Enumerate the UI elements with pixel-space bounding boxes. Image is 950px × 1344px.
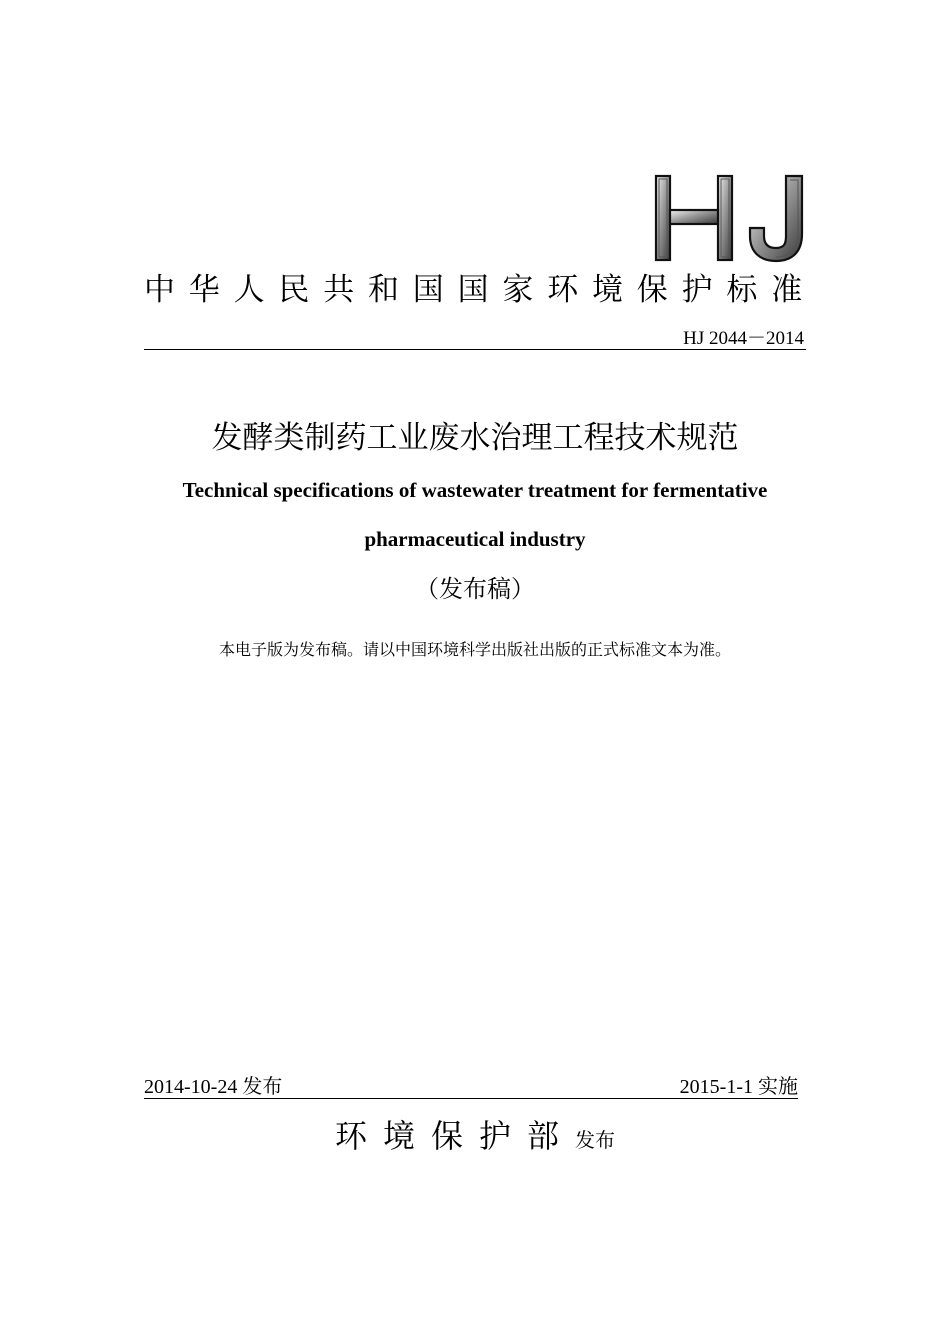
hj-logo (652, 172, 812, 264)
issuer-suffix: 发布 (575, 1128, 615, 1152)
header-divider (144, 349, 806, 350)
issuer-block (0, 1112, 950, 1166)
document-title-english-line2: pharmaceutical industry (364, 527, 586, 551)
country-standard-title: 中华人民共和国国家环境保护标准 (144, 272, 816, 308)
implementation-date: 2015-1-1 实施 (679, 1076, 798, 1098)
issue-date: 2014-10-24 发布 (144, 1076, 283, 1098)
draft-label: （发布稿） (415, 575, 535, 603)
document-title-english-line1: Technical specifications of wastewater treatment for fermentative (182, 478, 768, 502)
document-title-chinese: 发酵类制药工业废水治理工程技术规范 (211, 420, 739, 456)
dates-divider (144, 1098, 798, 1099)
issuer-name: 环境保护部 (334, 1117, 575, 1155)
electronic-version-notice: 本电子版为发布稿。请以中国环境科学出版社出版的正式标准文本为准。 (218, 640, 731, 659)
standard-code: HJ 2044－2014 (683, 328, 804, 349)
